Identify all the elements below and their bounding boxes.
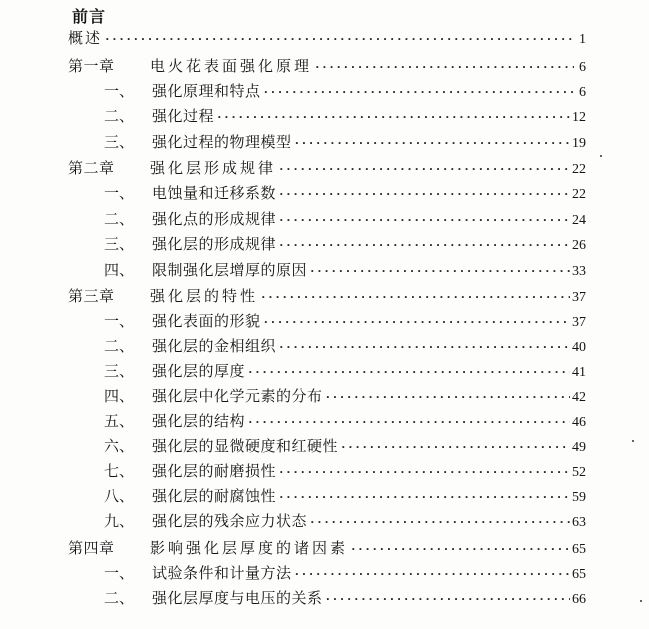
- section-title: 强化表面的形貌: [152, 312, 261, 330]
- chapter-title: 影响强化层厚度的诸因素: [150, 539, 349, 557]
- leader-dots: [309, 512, 570, 534]
- scan-speck: [600, 155, 602, 157]
- toc-page-number: 12: [572, 110, 586, 125]
- toc-section[interactable]: [104, 410, 586, 432]
- toc-page-number: 66: [572, 592, 586, 607]
- section-title: 强化层的结构: [152, 412, 246, 430]
- toc-section[interactable]: [104, 310, 586, 332]
- leader-dots: [325, 387, 570, 409]
- leader-dots: [278, 159, 570, 181]
- toc-page-number: 1: [579, 32, 586, 47]
- section-label: 一、: [104, 184, 135, 202]
- section-title: 强化层的厚度: [152, 362, 246, 380]
- toc-chapter[interactable]: [68, 285, 586, 307]
- leader-dots: [263, 312, 570, 334]
- section-label: 八、: [104, 487, 135, 505]
- toc-page-number: 33: [572, 264, 586, 279]
- section-title: 强化层中化学元素的分布: [152, 387, 323, 405]
- leader-dots: [247, 362, 570, 384]
- toc-page-number: 46: [572, 415, 586, 430]
- section-label: 四、: [104, 261, 135, 279]
- section-label: 一、: [104, 564, 135, 582]
- toc-chapter[interactable]: [68, 157, 586, 179]
- chapter-title: 强化层的特性: [150, 287, 259, 305]
- toc-page-number: 37: [572, 290, 586, 305]
- section-title: 强化原理和特点: [152, 82, 261, 100]
- leader-dots: [278, 210, 570, 232]
- section-title: 强化点的形成规律: [152, 210, 277, 228]
- toc-section[interactable]: [104, 131, 586, 153]
- toc-section[interactable]: [104, 182, 586, 204]
- leader-dots: [294, 133, 570, 155]
- section-label: 二、: [104, 337, 135, 355]
- chapter-title: 强化层形成规律: [150, 159, 277, 177]
- toc-page-number: 19: [572, 136, 586, 151]
- section-label: 五、: [104, 412, 135, 430]
- toc-page-number: 24: [572, 213, 586, 228]
- section-label: 六、: [104, 437, 135, 455]
- toc-section[interactable]: [104, 485, 586, 507]
- section-title: 电蚀量和迁移系数: [152, 184, 277, 202]
- toc-chapter[interactable]: [68, 537, 586, 559]
- leader-dots: [260, 287, 570, 309]
- section-label: 二、: [104, 589, 135, 607]
- section-label: 一、: [104, 82, 135, 100]
- toc-section[interactable]: [104, 105, 586, 127]
- toc-section[interactable]: [104, 208, 586, 230]
- scan-speck: [632, 440, 634, 442]
- chapter-label: 第三章: [68, 287, 115, 305]
- chapter-title: 电火花表面强化原理: [150, 57, 313, 75]
- toc-page-number: 65: [572, 567, 586, 582]
- section-title: 强化过程的物理模型: [152, 133, 292, 151]
- toc-page-number: 22: [572, 187, 586, 202]
- section-title: 强化层的金相组织: [152, 337, 277, 355]
- section-label: 一、: [104, 312, 135, 330]
- section-label: 二、: [104, 210, 135, 228]
- section-title: 强化过程: [152, 107, 215, 125]
- toc-section[interactable]: [104, 510, 586, 532]
- toc-section[interactable]: [104, 562, 586, 584]
- scan-speck: [640, 600, 642, 602]
- chapter-label: 第四章: [68, 539, 115, 557]
- leader-dots: [278, 235, 570, 257]
- leader-dots: [104, 29, 574, 51]
- toc-chapter[interactable]: [68, 55, 586, 77]
- toc-section[interactable]: [104, 259, 586, 281]
- leader-dots: [247, 412, 570, 434]
- toc-page-number: 65: [572, 542, 586, 557]
- section-title: 强化层的形成规律: [152, 235, 277, 253]
- leader-dots: [278, 184, 570, 206]
- leader-dots: [309, 261, 570, 283]
- section-title: 强化层的耐腐蚀性: [152, 487, 277, 505]
- toc-page-number: 42: [572, 390, 586, 405]
- toc-page-number: 52: [572, 465, 586, 480]
- section-title: 强化层的显微硬度和红硬性: [152, 437, 339, 455]
- section-title: 强化层的耐磨损性: [152, 462, 277, 480]
- section-label: 三、: [104, 362, 135, 380]
- toc-section[interactable]: [104, 460, 586, 482]
- section-label: 三、: [104, 133, 135, 151]
- toc-page-number: 40: [572, 340, 586, 355]
- section-title: 强化层的残余应力状态: [152, 512, 308, 530]
- section-title: 强化层厚度与电压的关系: [152, 589, 323, 607]
- toc-section[interactable]: [104, 233, 586, 255]
- toc-page-number: 37: [572, 315, 586, 330]
- preface-heading: 前言: [72, 7, 107, 26]
- leader-dots: [314, 57, 574, 79]
- toc-page-number: 6: [579, 60, 586, 75]
- toc-section[interactable]: [104, 435, 586, 457]
- section-label: 四、: [104, 387, 135, 405]
- leader-dots: [278, 337, 570, 359]
- chapter-label: 第二章: [68, 159, 115, 177]
- leader-dots: [278, 487, 570, 509]
- section-label: 二、: [104, 107, 135, 125]
- toc-page-number: 41: [572, 365, 586, 380]
- section-label: 七、: [104, 462, 135, 480]
- section-title: 限制强化层增厚的原因: [152, 261, 308, 279]
- leader-dots: [263, 82, 574, 104]
- toc-page-number: 49: [572, 440, 586, 455]
- toc-section[interactable]: [104, 80, 586, 102]
- toc-page-number: 59: [572, 490, 586, 505]
- toc-page-number: 26: [572, 238, 586, 253]
- toc-title: 概述: [68, 29, 103, 47]
- toc-section[interactable]: [104, 385, 586, 407]
- section-label: 九、: [104, 512, 135, 530]
- toc-section[interactable]: [104, 335, 586, 357]
- leader-dots: [340, 437, 570, 459]
- section-title: 试验条件和计量方法: [152, 564, 292, 582]
- leader-dots: [216, 107, 570, 129]
- toc-section[interactable]: [104, 360, 586, 382]
- toc-page-number: 63: [572, 515, 586, 530]
- leader-dots: [325, 589, 570, 611]
- leader-dots: [350, 539, 570, 561]
- toc-page-number: 22: [572, 162, 586, 177]
- toc-row-overview[interactable]: [68, 27, 586, 49]
- leader-dots: [294, 564, 570, 586]
- toc-page-number: 6: [579, 85, 586, 100]
- chapter-label: 第一章: [68, 57, 115, 75]
- toc-section[interactable]: [104, 587, 586, 609]
- leader-dots: [278, 462, 570, 484]
- section-label: 三、: [104, 235, 135, 253]
